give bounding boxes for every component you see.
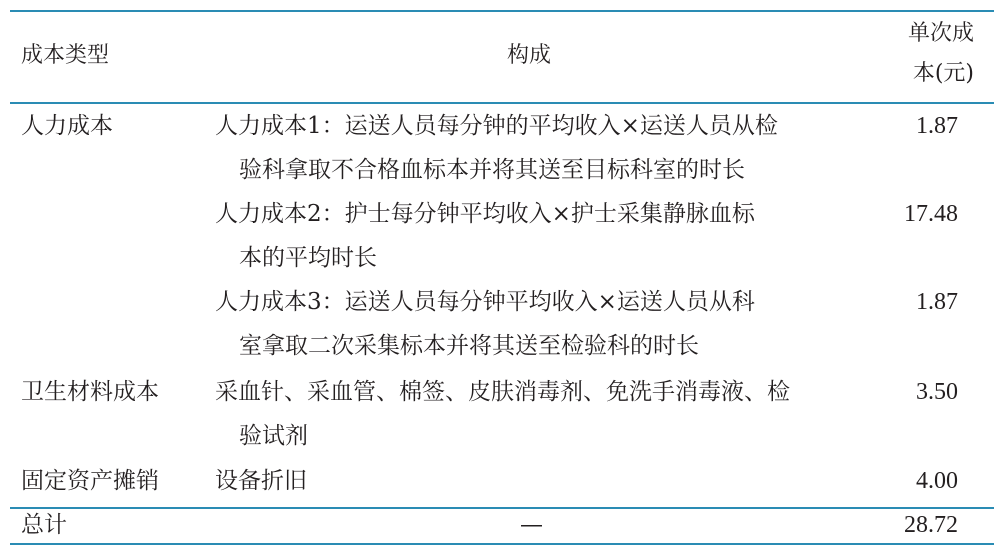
row-type-materials: 卫生材料成本 xyxy=(21,379,159,405)
table-top-rule xyxy=(10,10,994,12)
table-bottom-rule xyxy=(10,543,994,545)
row-type-labor: 人力成本 xyxy=(21,113,113,139)
row-cost-materials: 3.50 xyxy=(916,379,958,405)
row-composition-materials xyxy=(215,370,790,458)
row-composition-labor-3 xyxy=(215,280,755,368)
row-cost-labor-3: 1.87 xyxy=(916,289,958,315)
total-rule xyxy=(10,507,994,509)
row-type-depreciation: 固定资产摊销 xyxy=(21,468,159,494)
header-unit-cost-line1: 单次成 xyxy=(907,21,974,46)
header-composition: 构成 xyxy=(507,43,552,68)
row-composition-depreciation xyxy=(215,459,307,503)
composition-line: 人力成本1：运送人员每分钟的平均收入×运送人员从检 xyxy=(215,113,778,139)
total-label: 总计 xyxy=(21,512,67,538)
row-composition-labor-1 xyxy=(215,104,778,192)
total-composition-dash: — xyxy=(520,512,543,538)
composition-line: 采血针、采血管、棉签、皮肤消毒剂、免洗手消毒液、检 xyxy=(215,379,790,405)
row-cost-labor-2: 17.48 xyxy=(904,201,958,227)
header-unit-cost xyxy=(908,14,974,94)
row-cost-labor-1: 1.87 xyxy=(916,113,958,139)
row-cost-depreciation: 4.00 xyxy=(916,468,958,494)
composition-line: 设备折旧 xyxy=(215,468,307,494)
composition-line: 验科拿取不合格血标本并将其送至目标科室的时长 xyxy=(239,157,745,183)
total-cost: 28.72 xyxy=(904,512,958,538)
composition-line: 验试剂 xyxy=(239,423,308,449)
row-composition-labor-2 xyxy=(215,192,755,280)
header-unit-cost-line2: 本(元) xyxy=(912,61,974,86)
composition-line: 人力成本3：运送人员每分钟平均收入×运送人员从科 xyxy=(215,289,755,315)
composition-line: 人力成本2：护士每分钟平均收入×护士采集静脉血标 xyxy=(215,201,755,227)
composition-line: 本的平均时长 xyxy=(239,245,377,271)
composition-line: 室拿取二次采集标本并将其送至检验科的时长 xyxy=(239,333,699,359)
header-cost-type: 成本类型 xyxy=(21,43,110,68)
